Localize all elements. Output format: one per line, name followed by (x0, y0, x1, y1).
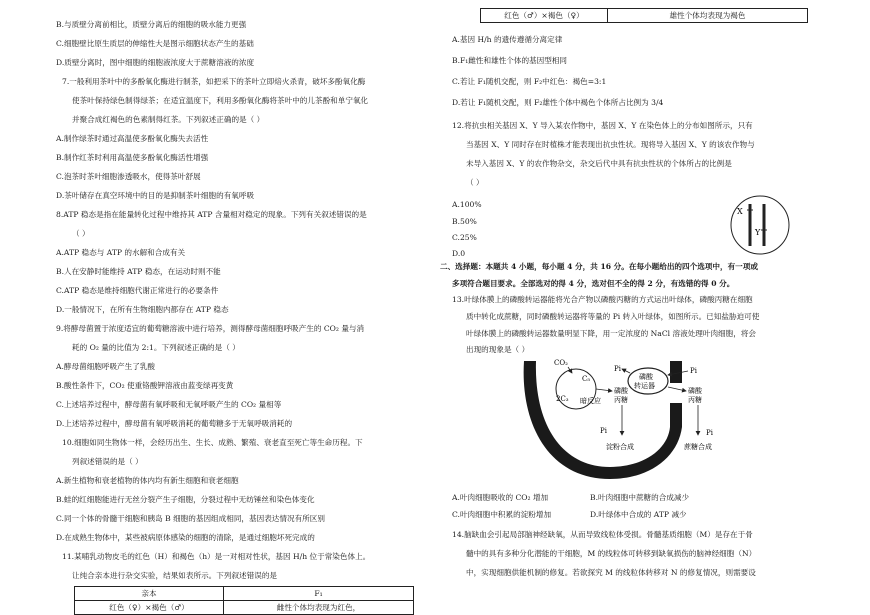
gene-x-label: X (737, 207, 743, 216)
q8-stem-2: （ ） (72, 229, 90, 238)
q14-stem-3: 中，实现细胞供能机制的修复。若欲探究 M 的线粒体转移对 N 的修复情况，则需要设 (466, 568, 756, 577)
q7-option-d: D.茶叶储存在真空环境中的目的是抑制茶叶细胞的有氧呼吸 (56, 191, 255, 200)
pi-label-top-left: Pi (614, 365, 621, 373)
q6-option-b: B.与质壁分离前相比，质壁分离后的细胞的吸水能力更强 (56, 20, 247, 29)
sucrose-synthesis-label: 蔗糖合成 (684, 443, 712, 451)
section-2-heading-1: 二、选择题：本题共 4 小题，每小题 4 分，共 16 分。在每小题给出的四个选项中，有一项或 (440, 262, 758, 271)
table-cell: 红色（♂）×褐色（♀） (481, 9, 608, 23)
q11-option-a: A.基因 H/h 的遗传遵循分离定律 (452, 35, 563, 44)
gene-y-label: Y (755, 228, 761, 237)
q9-option-d: D.上述培养过程中，酵母菌有氧呼吸消耗的葡萄糖多于无氧呼吸消耗的 (56, 419, 293, 428)
q8-option-d: D.一般情况下，在所有生物细胞内都存在 ATP 稳态 (56, 305, 229, 314)
triose-right-label-1: 磷酸 (688, 387, 702, 395)
q13-stem-4: 出现的现象是（ ） (466, 345, 530, 354)
q11-option-c: C.若让 F₁随机交配，则 F₂中红色：褐色=3:1 (452, 77, 607, 86)
co2-label: CO₂ (554, 359, 568, 367)
q11-stem-2: 让纯合亲本进行杂交实验，结果如表所示。下列叙述错误的是 (72, 571, 278, 580)
triose-right-label-2: 丙糖 (688, 396, 702, 404)
q13-stem-1: 13.叶绿体膜上的磷酸转运器能将光合产物以磷酸丙糖的方式运出叶绿体，磷酸丙糖在细胞 (452, 295, 753, 304)
q8-option-a: A.ATP 稳态与 ATP 的水解和合成有关 (56, 248, 186, 257)
q7-option-b: B.制作红茶时利用高温使多酚氧化酶活性增强 (56, 153, 209, 162)
triose-left-label-1: 磷酸 (614, 387, 628, 395)
q11-cross-table (74, 586, 414, 615)
q9-option-c: C.上述培养过程中，酵母菌有氧呼吸和无氧呼吸产生的 CO₂ 量相等 (56, 400, 282, 409)
q12-stem-3: 未导入基因 X、Y 的农作物杂交，杂交后代中具有抗虫性状的个体所占的比例是 (466, 159, 732, 168)
q14-stem-1: 14.脑缺血会引起局部脑神经缺氧，从而导致线粒体受损。骨髓基质细胞（M）是存在于骨 (452, 530, 753, 539)
q8-option-c: C.ATP 稳态是维持细胞代谢正常进行的必要条件 (56, 286, 219, 295)
q7-stem-2: 使茶叶保持绿色制得绿茶；在适宜温度下，利用多酚氧化酶将茶叶中的儿茶酚和单宁氧化 (72, 96, 369, 105)
section-2-heading-2: 多项符合题目要求。全部选对的得 4 分，选对但不全的得 2 分，有选错的得 0 分。 (452, 279, 735, 288)
c5-label: C₅ (582, 375, 591, 383)
q12-chromosome-figure (728, 194, 792, 256)
q12-option-b: B.50% (452, 217, 477, 226)
pi-label-starch: Pi (600, 427, 607, 435)
table-header-parents: 亲本 (75, 587, 224, 601)
q9-stem-1: 9.将酵母菌置于浓度适宜的葡萄糖溶液中进行培养，测得酵母菌细胞呼吸产生的 CO₂ 量与消 (56, 324, 365, 333)
q6-option-d: D.质壁分离时，图中细胞的细胞液浓度大于蔗糖溶液的浓度 (56, 58, 255, 67)
q8-stem-1: 8.ATP 稳态是指在能量转化过程中维持其 ATP 含量相对稳定的现象。下列有关叙述错误的是 (56, 210, 367, 219)
q8-option-b: B.人在安静时能维持 ATP 稳态，在运动时则不能 (56, 267, 221, 276)
q7-option-a: A.制作绿茶时通过高温使多酚氧化酶失去活性 (56, 134, 209, 143)
q12-stem-4: （ ） (466, 178, 484, 187)
c3-label: 2C₃ (556, 395, 569, 403)
q13-option-d: D.叶绿体中合成的 ATP 减少 (590, 510, 687, 519)
q7-option-c: C.泡茶时茶叶细胞渗透吸水，使得茶叶舒展 (56, 172, 201, 181)
q9-stem-2: 耗的 O₂ 量的比值为 2:1。下列叙述正确的是（ ） (72, 343, 240, 352)
q12-option-c: C.25% (452, 233, 477, 242)
q13-option-c: C.叶肉细胞中积累的淀粉增加 (452, 510, 552, 519)
q6-option-c: C.细胞壁比原生质层的伸缩性大是图示细胞状态产生的基础 (56, 39, 254, 48)
table-cell: 雄性个体均表现为褐色 (608, 9, 808, 23)
q9-option-a: A.酵母菌细胞呼吸产生了乳酸 (56, 362, 156, 371)
table-row (75, 587, 414, 601)
dark-reaction-label: 暗反应 (580, 397, 601, 405)
q12-stem-2: 当基因 X、Y 同时存在时植株才能表现出抗虫性状。现将导入基因 X、Y 的该农作物与 (466, 140, 755, 149)
transporter-label-2: 转运器 (634, 382, 655, 390)
q11-cross-table-continued (480, 8, 808, 23)
q10-option-a: A.新生植物和衰老植物的体内均有新生细胞和衰老细胞 (56, 476, 239, 485)
q13-transporter-figure (518, 353, 728, 491)
q7-stem-3: 并聚合成红褐色的色素制得红茶。下列叙述正确的是（ ） (72, 115, 265, 124)
table-row (481, 9, 808, 23)
pi-label-sucrose: Pi (706, 429, 713, 437)
table-row (75, 601, 414, 615)
q10-option-d: D.在成熟生物体中，某些被病原体感染的细胞的清除，是通过细胞坏死完成的 (56, 533, 315, 542)
table-cell: 红色（♀）×褐色（♂） (75, 601, 224, 615)
q13-option-b: B.叶肉细胞中蔗糖的合成减少 (590, 493, 690, 502)
q9-option-b: B.酸性条件下，CO₂ 使重铬酸钾溶液由蓝变绿再变黄 (56, 381, 234, 390)
table-cell: 雌性个体均表现为红色， (224, 601, 414, 615)
q11-option-d: D.若让 F₁随机交配，则 F₂雄性个体中褐色个体所占比例为 3/4 (452, 98, 664, 107)
q13-stem-2: 质中转化成蔗糖，同时磷酸转运器将等量的 Pi 转入叶绿体，如图所示。已知盐胁迫可使 (466, 312, 760, 321)
q12-stem-1: 12.将抗虫相关基因 X、Y 导入某农作物中，基因 X、Y 在染色体上的分布如图所示，只有 (452, 121, 753, 130)
q10-option-c: C.同一个体的骨髓干细胞和胰岛 B 细胞的基因组成相同，基因表达情况有所区别 (56, 514, 325, 523)
q11-option-b: B.F₁雌性和雄性个体的基因型相同 (452, 56, 568, 65)
q12-option-a: A.100% (452, 200, 482, 209)
table-header-f1: F₁ (224, 587, 414, 601)
starch-synthesis-label: 淀粉合成 (606, 443, 634, 451)
triose-left-label-2: 丙糖 (614, 396, 628, 404)
q10-stem-2: 列叙述错误的是（ ） (72, 457, 143, 466)
q14-stem-2: 髓中的具有多种分化潜能的干细胞，M 的线粒体可转移到缺氧损伤的脑神经细胞（N） (466, 549, 757, 558)
q10-stem-1: 10.细胞如同生物体一样，会经历出生、生长、成熟、繁殖、衰老直至死亡等生命历程。下 (62, 438, 363, 447)
q13-stem-3: 叶绿体膜上的磷酸转运器数量明显下降，用一定浓度的 NaCl 溶液处理叶肉细胞，将会 (466, 329, 757, 338)
q11-stem-1: 11.某哺乳动物皮毛的红色（H）和褐色（h）是一对相对性状，基因 H/h 位于常染色体上。 (62, 552, 371, 561)
pi-label-top-right: Pi (690, 367, 697, 375)
transporter-label-1: 磷酸 (639, 373, 653, 381)
q13-option-a: A.叶肉细胞吸收的 CO₂ 增加 (452, 493, 549, 502)
q12-option-d: D.0 (452, 249, 466, 258)
q7-stem-1: 7.一般利用茶叶中的多酚氧化酶进行制茶，如把采下的茶叶立即焙火杀青，破坏多酚氧化酶 (62, 77, 366, 86)
q10-option-b: B.蛙的红细胞能进行无丝分裂产生子细胞，分裂过程中无纺锤丝和染色体变化 (56, 495, 315, 504)
